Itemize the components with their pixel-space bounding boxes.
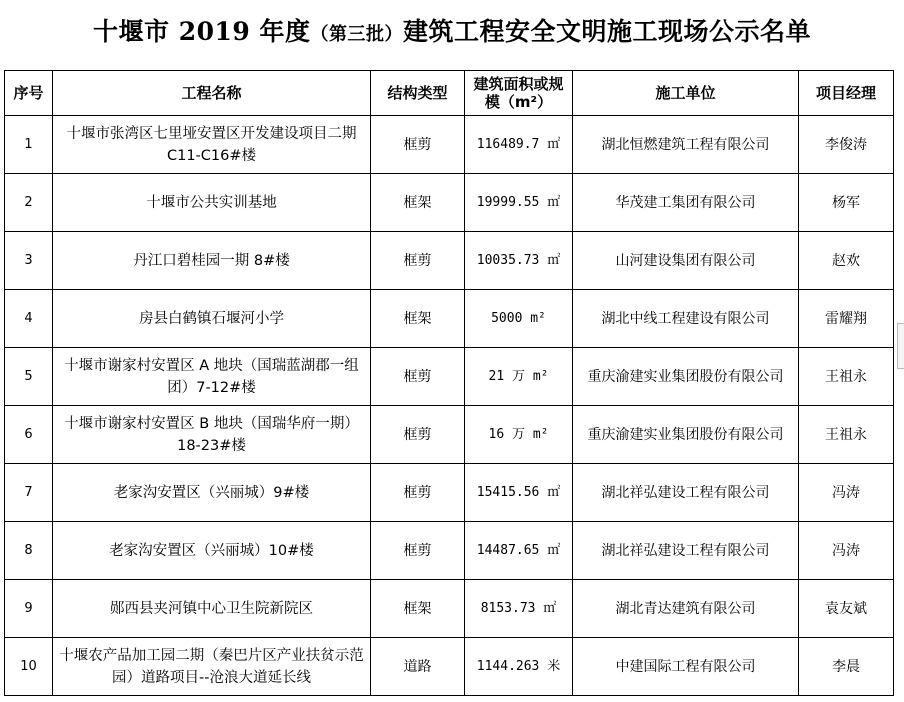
- cell-area: 116489.7 ㎡: [465, 116, 573, 174]
- cell-project-name: 老家沟安置区（兴丽城）10#楼: [53, 522, 371, 580]
- table-row: [5, 522, 894, 580]
- cell-no: 5: [5, 348, 53, 406]
- cell-manager: 王祖永: [799, 406, 894, 464]
- cell-no: 3: [5, 232, 53, 290]
- header-manager: 项目经理: [799, 71, 894, 116]
- cell-structure-type: 框剪: [371, 464, 465, 522]
- cell-manager: 赵欢: [799, 232, 894, 290]
- cell-structure-type: 框剪: [371, 232, 465, 290]
- table-header-row: [5, 71, 894, 116]
- cell-area: 8153.73 ㎡: [465, 580, 573, 638]
- cell-project-name: 十堰农产品加工园二期（秦巴片区产业扶贫示范园）道路项目--沧浪大道延长线: [53, 638, 371, 696]
- header-contractor: 施工单位: [573, 71, 799, 116]
- cell-area: 10035.73 ㎡: [465, 232, 573, 290]
- title-main-before: 十堰市 2019 年度: [92, 17, 311, 46]
- cell-area: 21 万 m²: [465, 348, 573, 406]
- page-title: [0, 12, 904, 48]
- cell-structure-type: 框剪: [371, 522, 465, 580]
- table-row: [5, 638, 894, 696]
- project-list-table: [4, 70, 894, 696]
- cell-structure-type: 框剪: [371, 406, 465, 464]
- cell-manager: 李俊涛: [799, 116, 894, 174]
- cell-structure-type: 框架: [371, 174, 465, 232]
- cell-contractor: 中建国际工程有限公司: [573, 638, 799, 696]
- cell-no: 2: [5, 174, 53, 232]
- cell-no: 6: [5, 406, 53, 464]
- cell-area: 14487.65 ㎡: [465, 522, 573, 580]
- cell-manager: 冯涛: [799, 522, 894, 580]
- cell-contractor: 重庆渝建实业集团股份有限公司: [573, 348, 799, 406]
- cell-manager: 李晨: [799, 638, 894, 696]
- cell-project-name: 十堰市谢家村安置区 B 地块（国瑞华府一期）18-23#楼: [53, 406, 371, 464]
- cell-project-name: 十堰市公共实训基地: [53, 174, 371, 232]
- cell-structure-type: 道路: [371, 638, 465, 696]
- cell-contractor: 山河建设集团有限公司: [573, 232, 799, 290]
- table-row: [5, 290, 894, 348]
- cell-area: 5000 m²: [465, 290, 573, 348]
- cell-manager: 袁友斌: [799, 580, 894, 638]
- table-row: [5, 464, 894, 522]
- cell-area: 16 万 m²: [465, 406, 573, 464]
- scrollbar-handle[interactable]: [897, 323, 904, 369]
- cell-no: 9: [5, 580, 53, 638]
- cell-no: 10: [5, 638, 53, 696]
- cell-contractor: 湖北青达建筑有限公司: [573, 580, 799, 638]
- cell-project-name: 十堰市谢家村安置区 A 地块（国瑞蓝湖郡一组团）7-12#楼: [53, 348, 371, 406]
- cell-manager: 王祖永: [799, 348, 894, 406]
- cell-structure-type: 框架: [371, 580, 465, 638]
- cell-contractor: 湖北恒燃建筑工程有限公司: [573, 116, 799, 174]
- cell-no: 7: [5, 464, 53, 522]
- header-area: 建筑面积或规模（m²）: [465, 71, 573, 116]
- title-main-after: 建筑工程安全文明施工现场公示名单: [402, 17, 811, 46]
- title-batch: （第三批）: [310, 24, 403, 45]
- cell-project-name: 郧西县夹河镇中心卫生院新院区: [53, 580, 371, 638]
- cell-project-name: 十堰市张湾区七里垭安置区开发建设项目二期 C11-C16#楼: [53, 116, 371, 174]
- cell-project-name: 老家沟安置区（兴丽城）9#楼: [53, 464, 371, 522]
- cell-project-name: 丹江口碧桂园一期 8#楼: [53, 232, 371, 290]
- cell-area: 15415.56 ㎡: [465, 464, 573, 522]
- cell-contractor: 华茂建工集团有限公司: [573, 174, 799, 232]
- header-no: 序号: [5, 71, 53, 116]
- cell-manager: 冯涛: [799, 464, 894, 522]
- table-row: [5, 406, 894, 464]
- cell-project-name: 房县白鹤镇石堰河小学: [53, 290, 371, 348]
- cell-manager: 雷耀翔: [799, 290, 894, 348]
- cell-no: 4: [5, 290, 53, 348]
- cell-contractor: 湖北中线工程建设有限公司: [573, 290, 799, 348]
- cell-no: 1: [5, 116, 53, 174]
- cell-contractor: 湖北祥弘建设工程有限公司: [573, 522, 799, 580]
- cell-area: 19999.55 ㎡: [465, 174, 573, 232]
- table-row: [5, 232, 894, 290]
- table-row: [5, 116, 894, 174]
- cell-contractor: 湖北祥弘建设工程有限公司: [573, 464, 799, 522]
- cell-structure-type: 框剪: [371, 116, 465, 174]
- table-row: [5, 580, 894, 638]
- cell-manager: 杨军: [799, 174, 894, 232]
- cell-area: 1144.263 米: [465, 638, 573, 696]
- cell-contractor: 重庆渝建实业集团股份有限公司: [573, 406, 799, 464]
- table-row: [5, 348, 894, 406]
- cell-no: 8: [5, 522, 53, 580]
- table-row: [5, 174, 894, 232]
- header-project-name: 工程名称: [53, 71, 371, 116]
- header-structure-type: 结构类型: [371, 71, 465, 116]
- cell-structure-type: 框架: [371, 290, 465, 348]
- cell-structure-type: 框剪: [371, 348, 465, 406]
